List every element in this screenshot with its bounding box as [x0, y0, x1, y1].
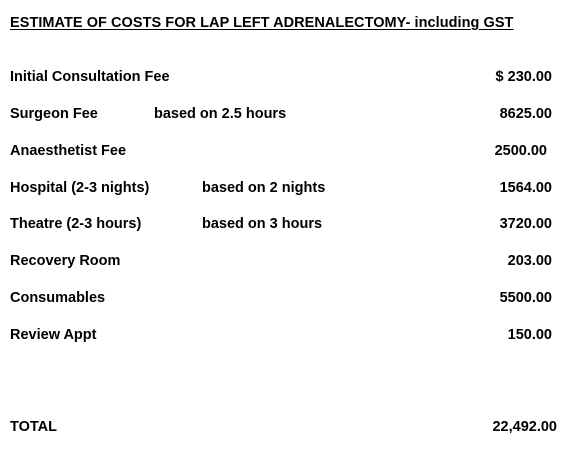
line-item-review-appt: [0, 327, 582, 347]
line-item-hospital: [0, 180, 582, 200]
total-amount: 22,492.00: [492, 419, 557, 435]
line-item-label: Surgeon Fee: [10, 106, 98, 122]
line-item-note: based on 2 nights: [202, 180, 326, 196]
line-item-amount: 3720.00: [499, 216, 552, 232]
line-item-amount: 150.00: [507, 327, 552, 343]
document-title: ESTIMATE OF COSTS FOR LAP LEFT ADRENALECTOMY- including GST: [10, 15, 514, 31]
line-item-amount: 203.00: [507, 253, 552, 269]
line-item-note: based on 2.5 hours: [154, 106, 287, 122]
line-item-label: Review Appt: [10, 327, 97, 343]
line-item-consumables: [0, 290, 582, 310]
line-item-label: Theatre (2-3 hours): [10, 216, 142, 232]
line-item-label: Anaesthetist Fee: [10, 143, 127, 159]
line-item-surgeon-fee: [0, 106, 582, 126]
total-label: TOTAL: [10, 419, 57, 435]
line-item-amount: 5500.00: [499, 290, 552, 306]
line-item-label: Consumables: [10, 290, 106, 306]
line-item-theatre: [0, 216, 582, 236]
line-item-amount: 8625.00: [499, 106, 552, 122]
line-item-note: based on 3 hours: [202, 216, 323, 232]
line-item-amount: 2500.00: [494, 143, 547, 159]
total-row: [0, 419, 582, 439]
line-item-label: Hospital (2-3 nights): [10, 180, 150, 196]
line-item-label: Initial Consultation Fee: [10, 69, 170, 85]
line-item-anaesthetist-fee: [0, 143, 582, 163]
line-item-recovery-room: [0, 253, 582, 273]
line-item-amount: $ 230.00: [495, 69, 552, 85]
line-item-initial-consultation: [0, 69, 582, 89]
line-item-amount: 1564.00: [499, 180, 552, 196]
line-item-label: Recovery Room: [10, 253, 121, 269]
